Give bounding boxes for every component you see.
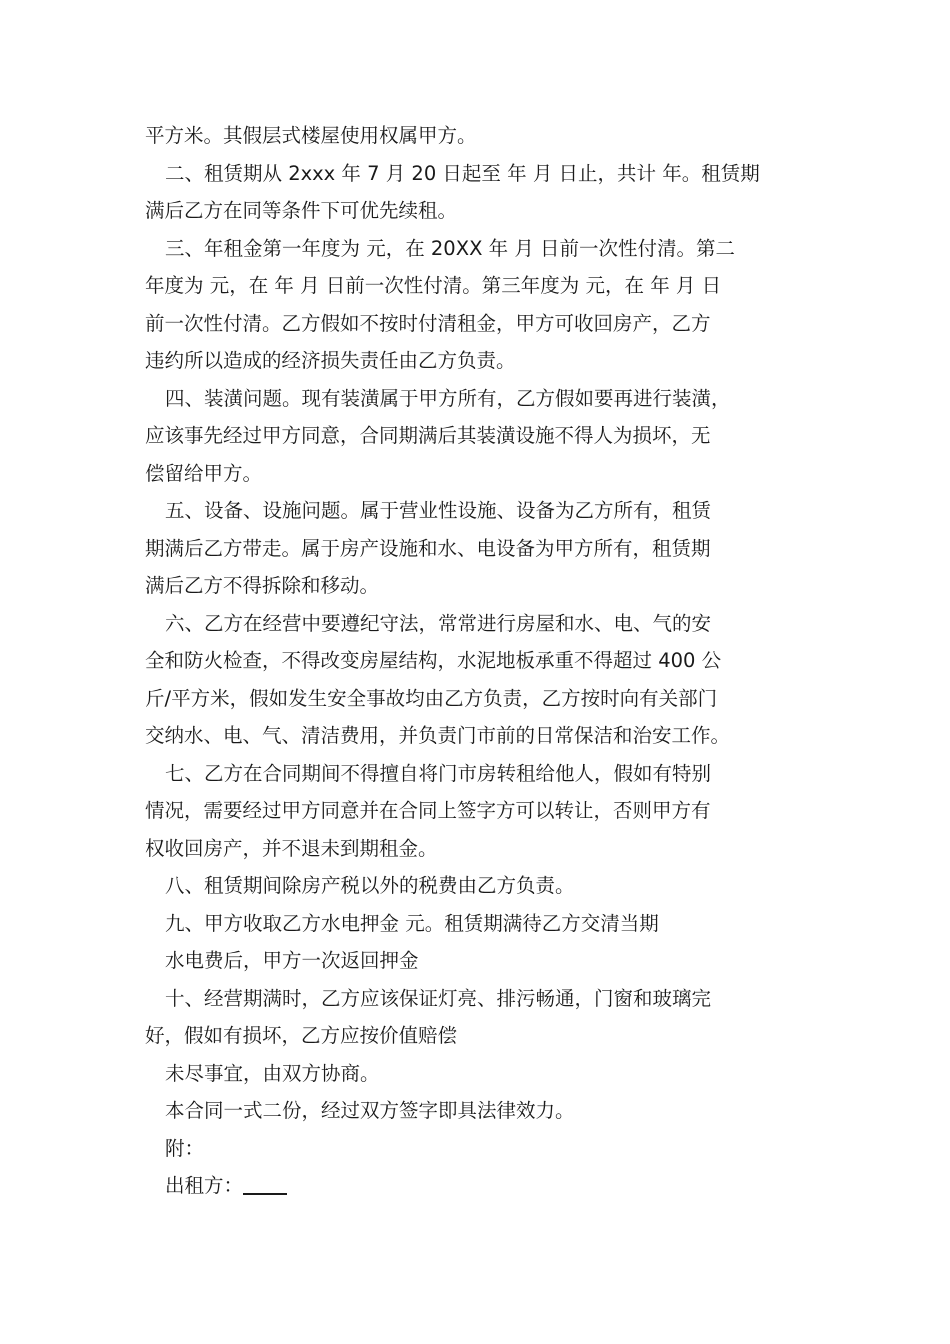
text-line: 前一次性付清。乙方假如不按时付清租金，甲方可收回房产，乙方 xyxy=(145,311,711,335)
text-line: 违约所以造成的经济损失责任由乙方负责。 xyxy=(145,349,516,372)
misc-line: 未尽事宜，由双方协商。 xyxy=(165,1061,380,1085)
text-line: 平方米。其假层式楼屋使用权属甲方。 xyxy=(145,124,477,147)
text-line: 交纳水、电、气、清洁费用，并负责门市前的日常保洁和治安工作。 xyxy=(145,724,731,747)
lessor-label: 出租方： xyxy=(165,1174,244,1197)
effect-line: 本合同一式二份，经过双方签字即具法律效力。 xyxy=(165,1099,575,1122)
clause-4-line: 四、装潢问题。现有装潢属于甲方所有，乙方假如要再进行装潢， xyxy=(165,386,731,410)
text-line: 斤/平方米，假如发生安全事故均由乙方负责，乙方按时向有关部门 xyxy=(145,686,718,710)
text-line: 满后乙方不得拆除和移动。 xyxy=(145,574,380,597)
text-line: 全和防火检查，不得改变房屋结构，水泥地板承重不得超过 400 公 xyxy=(145,649,722,672)
text-line: 应该事先经过甲方同意，合同期满后其装潢设施不得人为损坏，无 xyxy=(145,424,711,447)
clause-7-line: 七、乙方在合同期间不得擅自将门市房转租给他人，假如有特别 xyxy=(165,761,712,785)
text-line: 年度为 元，在 年 月 日前一次性付清。第三年度为 元，在 年 月 日 xyxy=(145,274,722,297)
text-line: 水电费后，甲方一次返回押金 xyxy=(165,949,419,972)
clause-6-line: 六、乙方在经营中要遵纪守法，常常进行房屋和水、电、气的安 xyxy=(165,611,712,635)
clause-8-line: 八、租赁期间除房产税以外的税费由乙方负责。 xyxy=(165,874,575,897)
clause-9-line: 九、甲方收取乙方水电押金 元。租赁期满待乙方交清当期 xyxy=(165,911,659,935)
clause-10-line: 十、经营期满时，乙方应该保证灯亮、排污畅通，门窗和玻璃完 xyxy=(165,986,712,1010)
contract-body xyxy=(145,117,825,1205)
attachment-label: 附： xyxy=(165,1136,205,1160)
clause-5-line: 五、设备、设施问题。属于营业性设施、设备为乙方所有，租赁 xyxy=(165,499,712,522)
text-line: 情况，需要经过甲方同意并在合同上签字方可以转让，否则甲方有 xyxy=(145,799,711,822)
text-line: 好，假如有损坏，乙方应按价值赔偿 xyxy=(145,1024,458,1047)
signature-blank xyxy=(243,1173,287,1195)
lessor-signature-line xyxy=(145,1167,825,1205)
text-line: 偿留给甲方。 xyxy=(145,461,263,485)
text-line: 权收回房产，并不退未到期租金。 xyxy=(145,836,438,860)
clause-2-line: 二、租赁期从 2xxx 年 7 月 20 日起至 年 月 日止，共计 年。租赁期 xyxy=(165,161,760,185)
text-line: 满后乙方在同等条件下可优先续租。 xyxy=(145,199,458,222)
clause-3-line: 三、年租金第一年度为 元，在 20XX 年 月 日前一次性付清。第二 xyxy=(165,236,736,260)
text-line: 期满后乙方带走。属于房产设施和水、电设备为甲方所有，租赁期 xyxy=(145,536,711,560)
